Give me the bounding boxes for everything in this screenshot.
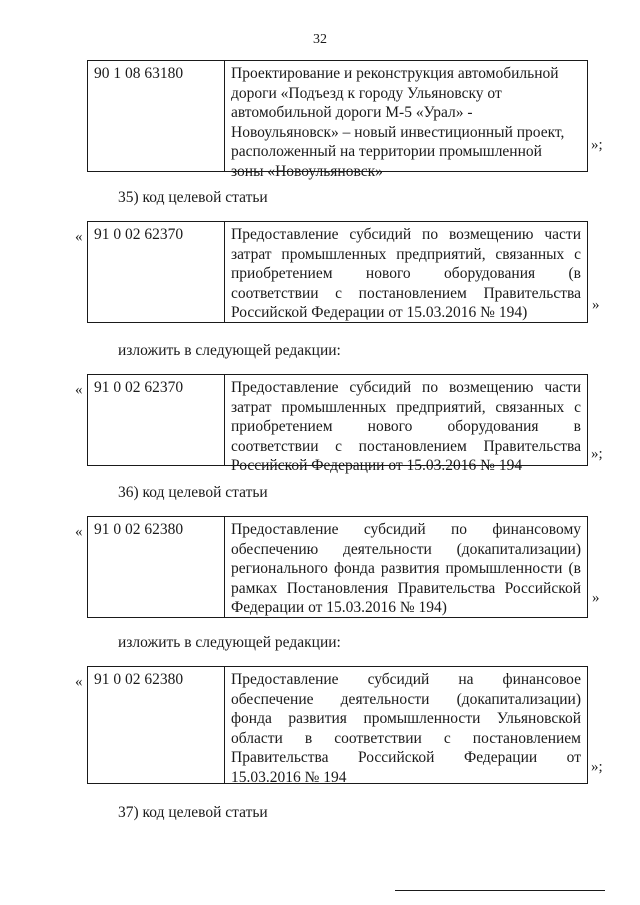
section-label: 37) код целевой статьи: [118, 804, 268, 821]
opening-quote: «: [75, 674, 83, 690]
closing-quote: »;: [591, 137, 603, 153]
budget-description: Предоставление субсидий по возмещению части затрат промышленных предприятий, связанных с приобретением нового оборудования в соответствии с постановлением Правительства Российской Федерации от 15.03.2016 № 194: [231, 379, 581, 474]
closing-quote: »;: [591, 759, 603, 775]
budget-table-row: [87, 60, 588, 180]
budget-code: 91 0 02 62370: [88, 375, 225, 465]
budget-description: Предоставление субсидий по возмещению части затрат промышленных предприятий, связанных с приобретением нового оборудования (в соответствии с постановлением Правительства Российской Федерации от 15.03.2016 № 194): [231, 226, 581, 321]
footer-rule: [395, 890, 605, 891]
section-label: изложить в следующей редакции:: [118, 634, 341, 651]
opening-quote: «: [75, 229, 83, 245]
closing-quote: »;: [591, 446, 603, 462]
budget-table-row: [87, 374, 588, 474]
closing-quote: »: [592, 297, 600, 313]
budget-code: 91 0 02 62370: [88, 222, 225, 322]
budget-table-row: [87, 516, 588, 618]
budget-table-row: [87, 666, 588, 784]
closing-quote: »: [592, 590, 600, 606]
budget-description: Проектирование и реконструкция автомобильной дороги «Подъезд к городу Ульяновску от автомобильной дороги М-5 «Урал» - Новоульяновск» – новый инвестиционный проект, расположенный на территории промышленной зоны «Новоульяновск»: [231, 65, 565, 180]
section-label: 36) код целевой статьи: [118, 484, 268, 501]
opening-quote: «: [75, 524, 83, 540]
budget-description: Предоставление субсидий по финансовому обеспечению деятельности (докапитализации) регионального фонда развития промышленности (в рамках Постановления Правительства Российской Федерации от 15.03.2016 № 194): [231, 521, 581, 616]
section-label: изложить в следующей редакции:: [118, 342, 341, 359]
budget-table-row: [87, 221, 588, 323]
opening-quote: «: [75, 382, 83, 398]
budget-code: 91 0 02 62380: [88, 517, 225, 617]
budget-description: Предоставление субсидий на финансовое обеспечение деятельности (докапитализации) фонда развития промышленности Ульяновской области в соответствии с постановлением Правительства Российской Федерации от 15.03.2016 № 194: [231, 671, 581, 786]
budget-code: 91 0 02 62380: [88, 667, 225, 783]
page-number: 32: [313, 32, 327, 47]
budget-code: 90 1 08 63180: [88, 61, 225, 171]
section-label: 35) код целевой статьи: [118, 189, 268, 206]
